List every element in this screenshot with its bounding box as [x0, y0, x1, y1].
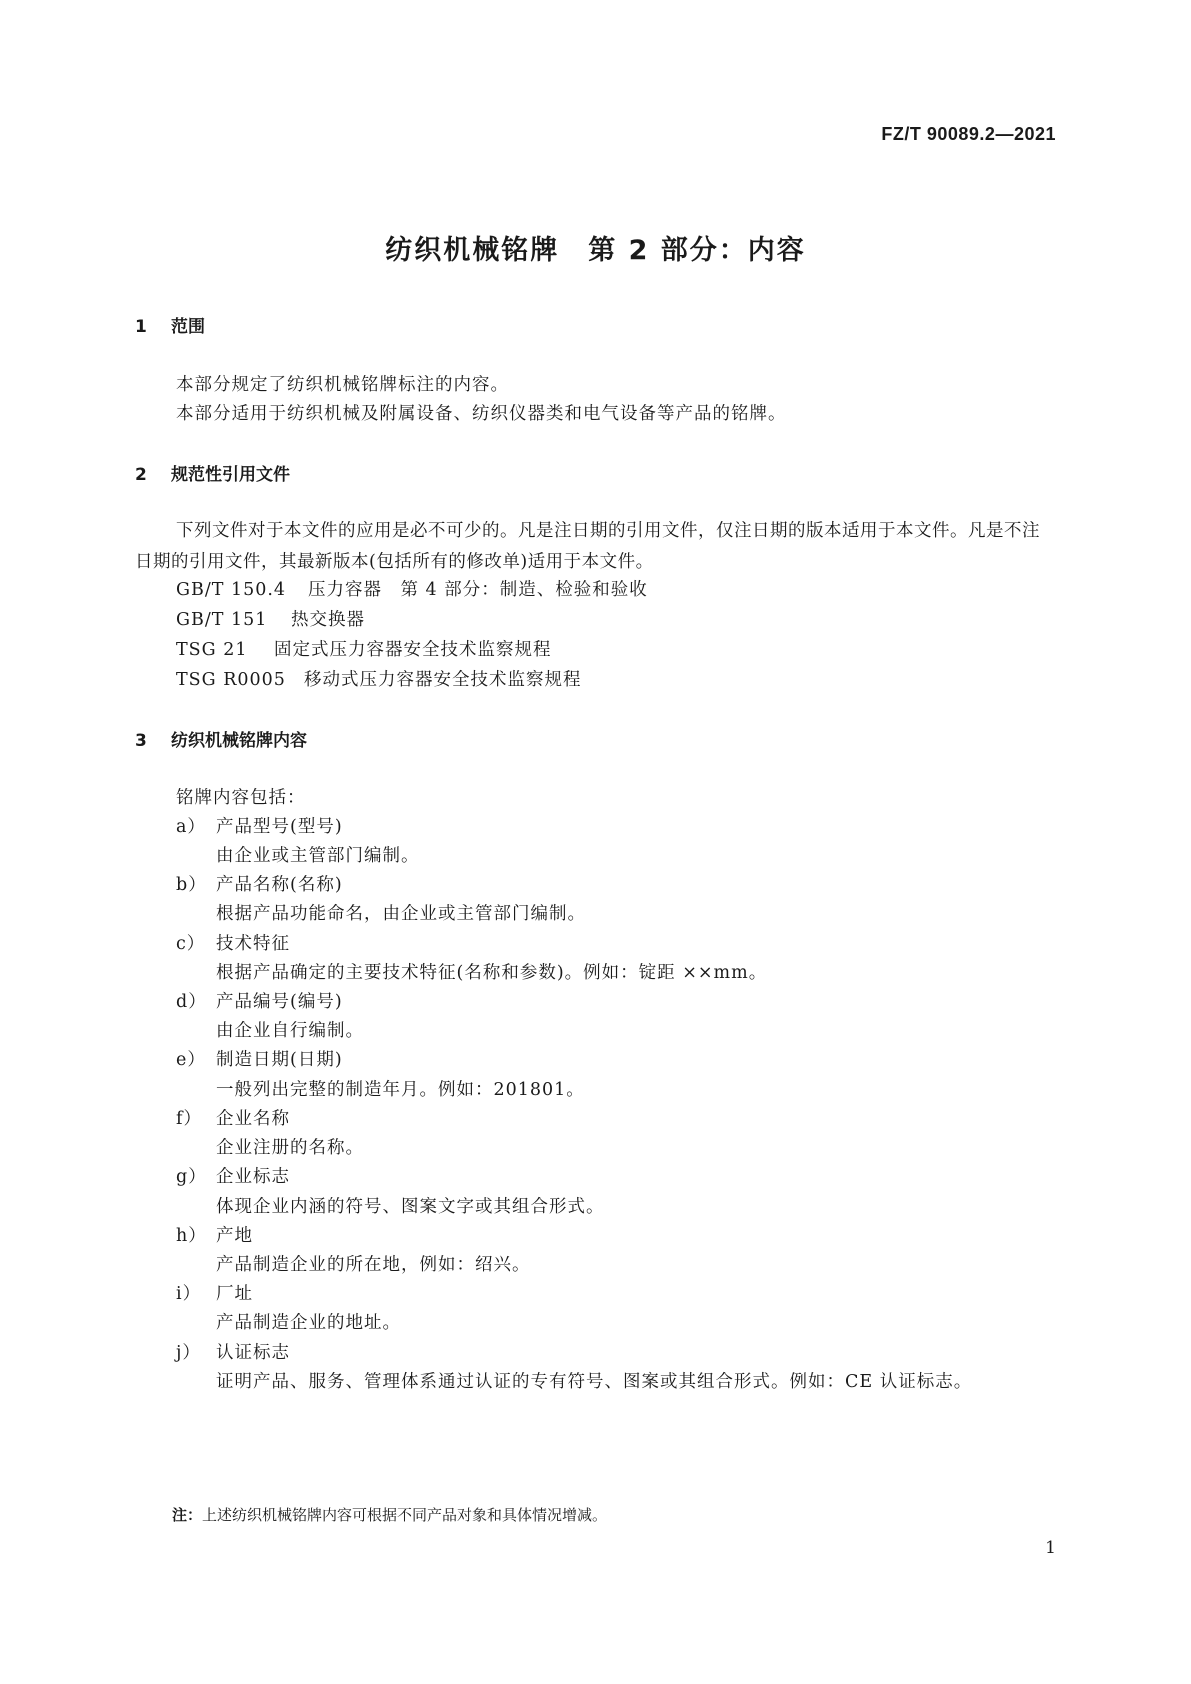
- item-letter: j）: [176, 1343, 201, 1363]
- paragraph: 下列文件对于本文件的应用是必不可少的。凡是注日期的引用文件，仅注日期的版本适用于本文件。凡是不注日期的引用文件，其最新版本(包括所有的修改单)适用于本文件。: [135, 521, 1040, 572]
- note: [172, 1504, 607, 1525]
- item-title: 厂址: [216, 1284, 253, 1304]
- paragraph: 本部分适用于纺织机械及附属设备、纺织仪器类和电气设备等产品的铭牌。: [176, 404, 787, 424]
- section-3-heading: [135, 726, 307, 751]
- list-item: [176, 813, 343, 838]
- item-title: 认证标志: [216, 1343, 290, 1363]
- list-item: [176, 1280, 253, 1305]
- reference-item: [176, 636, 552, 661]
- section-title: 纺织机械铭牌内容: [171, 731, 307, 751]
- item-title: 技术特征: [216, 934, 290, 954]
- section-title: 范围: [171, 317, 205, 337]
- item-title: 产地: [216, 1226, 253, 1246]
- section-1-heading: [135, 312, 205, 337]
- item-description: 由企业或主管部门编制。: [216, 846, 420, 866]
- item-letter: i）: [176, 1284, 202, 1304]
- note-text: 上述纺织机械铭牌内容可根据不同产品对象和具体情况增减。: [202, 1506, 608, 1524]
- item-title: 企业名称: [216, 1109, 290, 1129]
- item-letter: b）: [176, 875, 207, 895]
- item-description: 根据产品确定的主要技术特征(名称和参数)。例如：锭距 ××mm。: [216, 963, 768, 983]
- item-description: 产品制造企业的地址。: [216, 1313, 401, 1333]
- list-item: [176, 1222, 253, 1247]
- item-letter: e）: [176, 1050, 206, 1070]
- document-title: 纺织机械铭牌 第 2 部分：内容: [385, 235, 806, 266]
- item-letter: g）: [176, 1167, 207, 1187]
- reference-title: 热交换器: [291, 610, 365, 630]
- standard-code: FZ/T 90089.2—2021: [881, 124, 1056, 144]
- list-item: [176, 1339, 290, 1364]
- reference-title: 固定式压力容器安全技术监察规程: [274, 640, 552, 660]
- item-title: 产品编号(编号): [216, 992, 343, 1012]
- item-letter: c）: [176, 934, 206, 954]
- section-title: 规范性引用文件: [171, 465, 290, 485]
- item-letter: d）: [176, 992, 207, 1012]
- list-item: [176, 988, 343, 1013]
- item-description: 体现企业内涵的符号、图案文字或其组合形式。: [216, 1197, 605, 1217]
- list-item: [176, 1105, 290, 1130]
- item-letter: a）: [176, 817, 206, 837]
- reference-code: GB/T 151: [176, 610, 268, 630]
- item-description: 产品制造企业的所在地，例如：绍兴。: [216, 1255, 531, 1275]
- item-letter: h）: [176, 1226, 207, 1246]
- item-letter: f）: [176, 1109, 202, 1129]
- reference-code: GB/T 150.4: [176, 580, 287, 600]
- paragraph: 本部分规定了纺织机械铭牌标注的内容。: [176, 375, 509, 395]
- item-title: 制造日期(日期): [216, 1050, 343, 1070]
- note-label: 注：: [172, 1506, 203, 1524]
- section-number: 2: [135, 465, 147, 485]
- section-2-heading: [135, 460, 290, 485]
- list-item: [176, 1163, 290, 1188]
- item-title: 产品型号(型号): [216, 817, 343, 837]
- item-description: 由企业自行编制。: [216, 1021, 364, 1041]
- list-item: [176, 871, 343, 896]
- reference-item: [176, 576, 648, 601]
- item-title: 企业标志: [216, 1167, 290, 1187]
- item-description: 证明产品、服务、管理体系通过认证的专有符号、图案或其组合形式。例如：CE 认证标志。: [216, 1372, 973, 1392]
- section-number: 3: [135, 731, 147, 751]
- item-description: 一般列出完整的制造年月。例如：201801。: [216, 1080, 585, 1100]
- reference-code: TSG R0005: [176, 670, 286, 690]
- item-description: 根据产品功能命名，由企业或主管部门编制。: [216, 904, 586, 924]
- list-item: [176, 930, 290, 955]
- reference-code: TSG 21: [176, 640, 248, 660]
- reference-item: [176, 666, 582, 691]
- reference-title: 压力容器 第 4 部分：制造、检验和验收: [308, 580, 648, 600]
- item-title: 产品名称(名称): [216, 875, 343, 895]
- item-description: 企业注册的名称。: [216, 1138, 364, 1158]
- list-item: [176, 1046, 343, 1071]
- page-number: 1: [1045, 1538, 1056, 1558]
- paragraph: 铭牌内容包括：: [176, 788, 306, 808]
- reference-title: 移动式压力容器安全技术监察规程: [304, 670, 582, 690]
- reference-item: [176, 606, 365, 631]
- section-number: 1: [135, 317, 147, 337]
